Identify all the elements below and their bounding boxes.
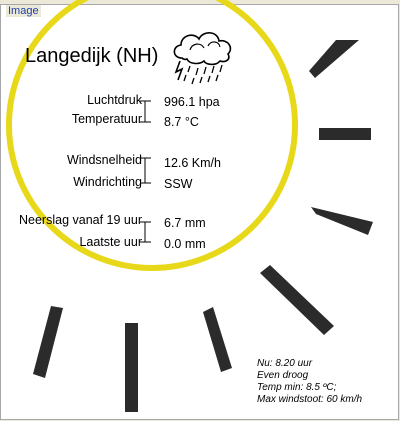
rain-since-value: 6.7 mm (164, 216, 206, 230)
wind-direction-value: SSW (164, 177, 193, 191)
sun-ray (309, 40, 359, 78)
pressure-label: Luchtdruk (87, 93, 142, 107)
bracket-wind (145, 158, 151, 183)
sun-ray (319, 128, 371, 140)
bracket-pressure-temperature (145, 101, 151, 122)
pressure-value: 996.1 hpa (164, 95, 220, 109)
rain-last-hour-value: 0.0 mm (164, 237, 206, 251)
rain-last-hour-label: Laatste uur (79, 235, 142, 249)
sun-ray (203, 307, 232, 372)
wind-speed-label: Windsnelheid (66, 153, 142, 167)
station-name: Langedijk (NH) (25, 45, 159, 67)
sun-ray (125, 323, 138, 412)
max-wind-gust: Max windstoot: 60 km/h (257, 394, 363, 405)
temperature-value: 8.7 °C (164, 115, 199, 129)
sun-ray (311, 207, 373, 235)
temperature-label: Temperatuur (71, 112, 142, 126)
temp-min: Temp min: 8.5 ºC; (257, 382, 337, 393)
current-condition: Even droog (257, 370, 309, 381)
wind-speed-value: 12.6 Km/h (164, 156, 221, 170)
bracket-rain (145, 222, 151, 242)
sun-ray (33, 306, 63, 378)
rain-since-label: Neerslag vanaf 19 uur (19, 213, 142, 227)
thunderstorm-rain-cloud-icon (168, 28, 238, 86)
sun-circle (9, 0, 295, 268)
groupbox-label: Image (8, 5, 39, 17)
sun-ray (260, 265, 334, 335)
current-time: Nu: 8.20 uur (257, 358, 313, 369)
wind-direction-label: Windrichting (73, 175, 142, 189)
info-block (257, 358, 362, 406)
